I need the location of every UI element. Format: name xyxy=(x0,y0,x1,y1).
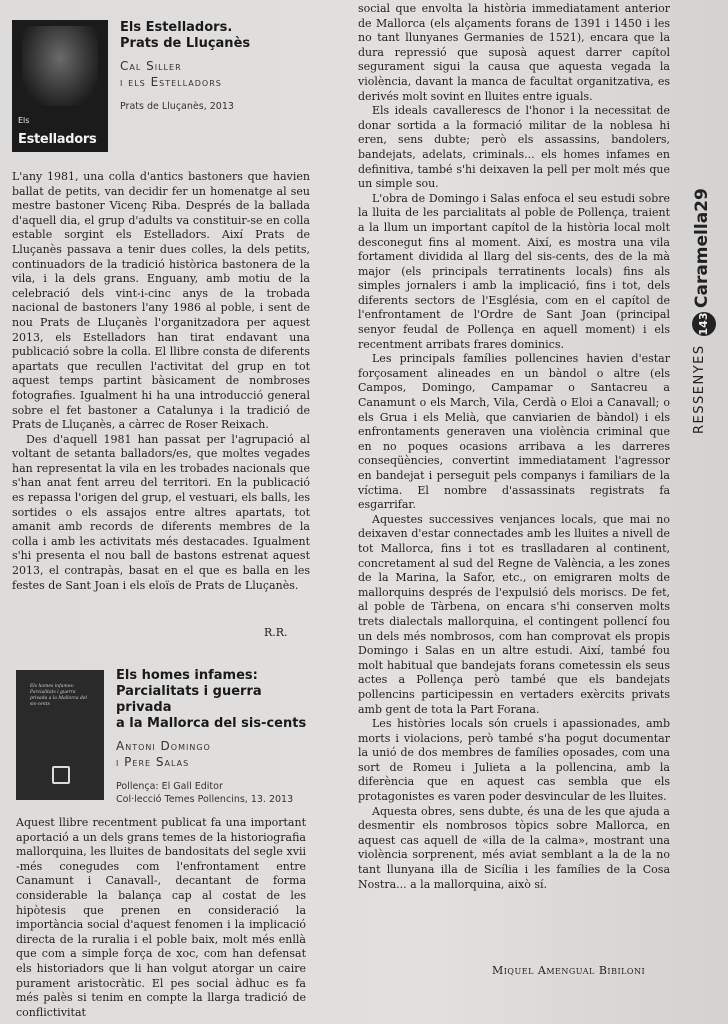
book-cover-homes-infames xyxy=(16,670,104,800)
review2-author-line2: i Pere Salas xyxy=(116,755,190,769)
review2-paragraph: Les històries locals són cruels i apassionades, amb morts i violacions, però també s'ha pogut documentar la unió de dos membres de famílies oposades, com una sort de Romeu i Julieta a la pollencina, amb la diferència que en aquest cas sembla que els protagonistes es varen poder desvincular de les lluites. xyxy=(358,717,670,804)
review1-paragraph: Des d'aquell 1981 han passat per l'agrupació al voltant de setanta balladors/es, que moltes vegades han representat la vila en les trobades nacionals que s'han anat fent arreu del territori. En la publicació es repassa l'origen del grup, el vestuari, els balls, les sortides o els assajos entre altres apartats, tot amanit amb records de diferents membres de la colla i amb les activitats més destacades. Igualment s'hi presenta el nou ball de bastons estrenat aquest 2013, el contrapàs, basat en el que es balla en les festes de Sant Joan i els eloïs de Prats de Lluçanès. xyxy=(12,432,310,592)
review2-title-line1: Els homes infames: xyxy=(116,668,258,683)
review1-author-line2: i els Estelladors xyxy=(120,75,222,89)
review2-header xyxy=(116,668,316,806)
review2-pub-line1: Pollença: El Gall Editor xyxy=(116,781,223,792)
review1-authors xyxy=(120,58,320,90)
cover-label: Els xyxy=(18,116,30,125)
review1-header xyxy=(120,20,320,113)
review2-pub-line2: Col·lecció Temes Pollencins, 13. 2013 xyxy=(116,794,294,805)
review2-title-line2: Parcialitats i guerra privada xyxy=(116,684,262,715)
review2-body-right xyxy=(358,2,670,892)
review1-title-line2: Prats de Lluçanès xyxy=(120,36,251,51)
cover-photo-hands xyxy=(22,26,98,106)
page-sidebar xyxy=(690,10,720,1000)
review1-title-line1: Els Estelladors. xyxy=(120,20,233,35)
review2-authors xyxy=(116,738,316,770)
review2-body-left xyxy=(16,816,306,1020)
review2-paragraph: Aquest llibre recentment publicat fa una important aportació a un dels grans temes de la historiografia mallorquina, les lluites de bandositats del segle xvii -més conegudes com l'enfrontament entre Canamunt i Canavall-, decantant de forma considerable la balança cap al costat de les hipòtesis que prenen en consideració la importància social d'aquest fenomen i la implicació directa de la ruralia i el poble baix, molt més enllà que com a simple força de xoc, com han defensat els historiadors que li han volgut atorgar un caire purament aristocràtic. El pes social àdhuc es fa més palès si tenim en compte la llarga tradició de conflictivitat xyxy=(16,816,306,1019)
review1-publication: Prats de Lluçanès, 2013 xyxy=(120,101,234,112)
page-number-badge: 143 xyxy=(692,312,716,336)
review2-title-line3: a la Mallorca del sis-cents xyxy=(116,716,307,731)
review2-paragraph: social que envolta la història immediatament anterior de Mallorca (els alçaments forans de 1391 i 1450 i les no tant llunyanes Germanies de 1521), encara que la dura repressió que suposà aquest darrer capítol segurament sigui la causa que aquesta vegada la violència, davant la manca de facultat organitzativa, es derivés molt sovint en lluites entre iguals. xyxy=(358,2,670,103)
review2-paragraph: Aquestes successives venjances locals, que mai no deixaven d'estar connectades amb les lluites a nivell de tot Mallorca, fins i tot es traslladaren al continent, concretament al sud del Regne de València, a les zones de la Marina, la Safor, etc., on emigraren molts de mallorquins després de l'expulsió dels moriscs. De fet, al poble de Tàrbena, on encara s'hi conserven molts trets dialectals mallorquina, el contingent pollencí fou un dels més nombrosos, com han comprovat els propis Domingo i Salas en un altre estudi. Així, també fou molt habitual que bandejats forans cometessin els seus actes a Pollença però també que els bandejats pollencins participessin en vertaders exèrcits privats amb gent de tota la Part Forana. xyxy=(358,512,670,716)
review2-paragraph: Les principals famílies pollencines havien d'estar forçosament alineades en un bàndol o altre (els Campos, Domingo, Campamar o Santacreu a Canamunt o els March, Vila, Cerdà o Eloi a Canavall; o els Grua i els Melià, que canviarien de bàndol) i els enfrontaments generaven una violència criminal que en no poques ocasions arribava a les darreres conseqüències, convertint immediatament l'agressor en bandejat i perseguit pels companys i familiars de la víctima. El nombre d'assassinats registrats fa esgarrifar. xyxy=(358,352,670,512)
review2-author-line1: Antoni Domingo xyxy=(116,739,211,753)
cover-title: Estelladors xyxy=(18,132,97,147)
review2-publication xyxy=(116,780,316,806)
review2-signature: Miquel Amengual Bibiloni xyxy=(492,964,646,977)
cover-text: Els homes infames: Parcialitats i guerra privada a la Mallorca del sis-cents xyxy=(30,684,88,707)
review1-author-line1: Cal Siller xyxy=(120,59,182,73)
section-name: RESSENYES xyxy=(692,344,707,434)
review2-paragraph: Aquesta obres, sens dubte, és una de les que ajuda a desmentir els nombrosos tòpics sobre Mallorca, en aquest cas aquell de «illa de la calma», mostrant una violència sorprenent, més aviat semblant a la de la no tant llunyana illa de Sicília i les famílies de la Cosa Nostra... a la mallorquina, això sí. xyxy=(358,804,670,891)
magazine-name: Caramella29 xyxy=(692,188,712,308)
book-cover-estelladors xyxy=(12,20,108,152)
review1-signature: R.R. xyxy=(264,626,288,639)
review1-paragraph: L'any 1981, una colla d'antics bastoners que havien ballat de petits, van decidir fer un homenatge al seu mestre bastoner Vicenç Riba. Després de la ballada d'aquell dia, el grup d'adults va constituir-se en colla estable sorgint els Estelladors. Així Prats de Lluçanès passava a tenir dues colles, la dels petits, continuadors de la tradició històrica bastonera de la vila, i la dels grans. Enguany, amb motiu de la celebració dels vint-i-cinc anys de la trobada nacional de bastoners l'any 1986 al poble, i sent de nou Prats de Lluçanès l'organitzadora per aquest 2013, els Estelladors han tirat endavant una publicació sobre la colla. El llibre consta de diferents apartats que recullen l'activitat del grup en tot aquest temps partint bàsicament de nombroses fotografies. Igualment hi ha una introducció general sobre el fet bastoner a Catalunya i la tradició de Prats de Lluçanès, a càrrec de Roser Reixach. xyxy=(12,170,310,432)
publisher-logo-icon xyxy=(52,766,70,784)
review1-body xyxy=(12,170,310,593)
review2-paragraph: Els ideals cavallerescs de l'honor i la necessitat de donar sortida a la formació militar de la noblesa hi eren, sens dubte; però els assassins, bandolers, bandejats, adelats, criminals... els homes infames en definitiva, també s'hi deixaven la pell per molt més que un simple sou. xyxy=(358,104,670,191)
review2-paragraph: L'obra de Domingo i Salas enfoca el seu estudi sobre la lluita de les parcialitats al poble de Pollença, traient a la llum un important capítol de la història local molt desconegut fins al moment. Així, es mostra una vila fortament dividida al llarg del sis-cents, des de la mà major (els principals terratinents locals) fins als simples jornalers i amb la implicació, fins i tot, dels diferents sectors de l'Església, com en el capítol de l'enfrontament de l'Ordre de Sant Joan (principal senyor feudal de Pollença en aquell moment) i els recentment arribats frares dominics. xyxy=(358,191,670,351)
